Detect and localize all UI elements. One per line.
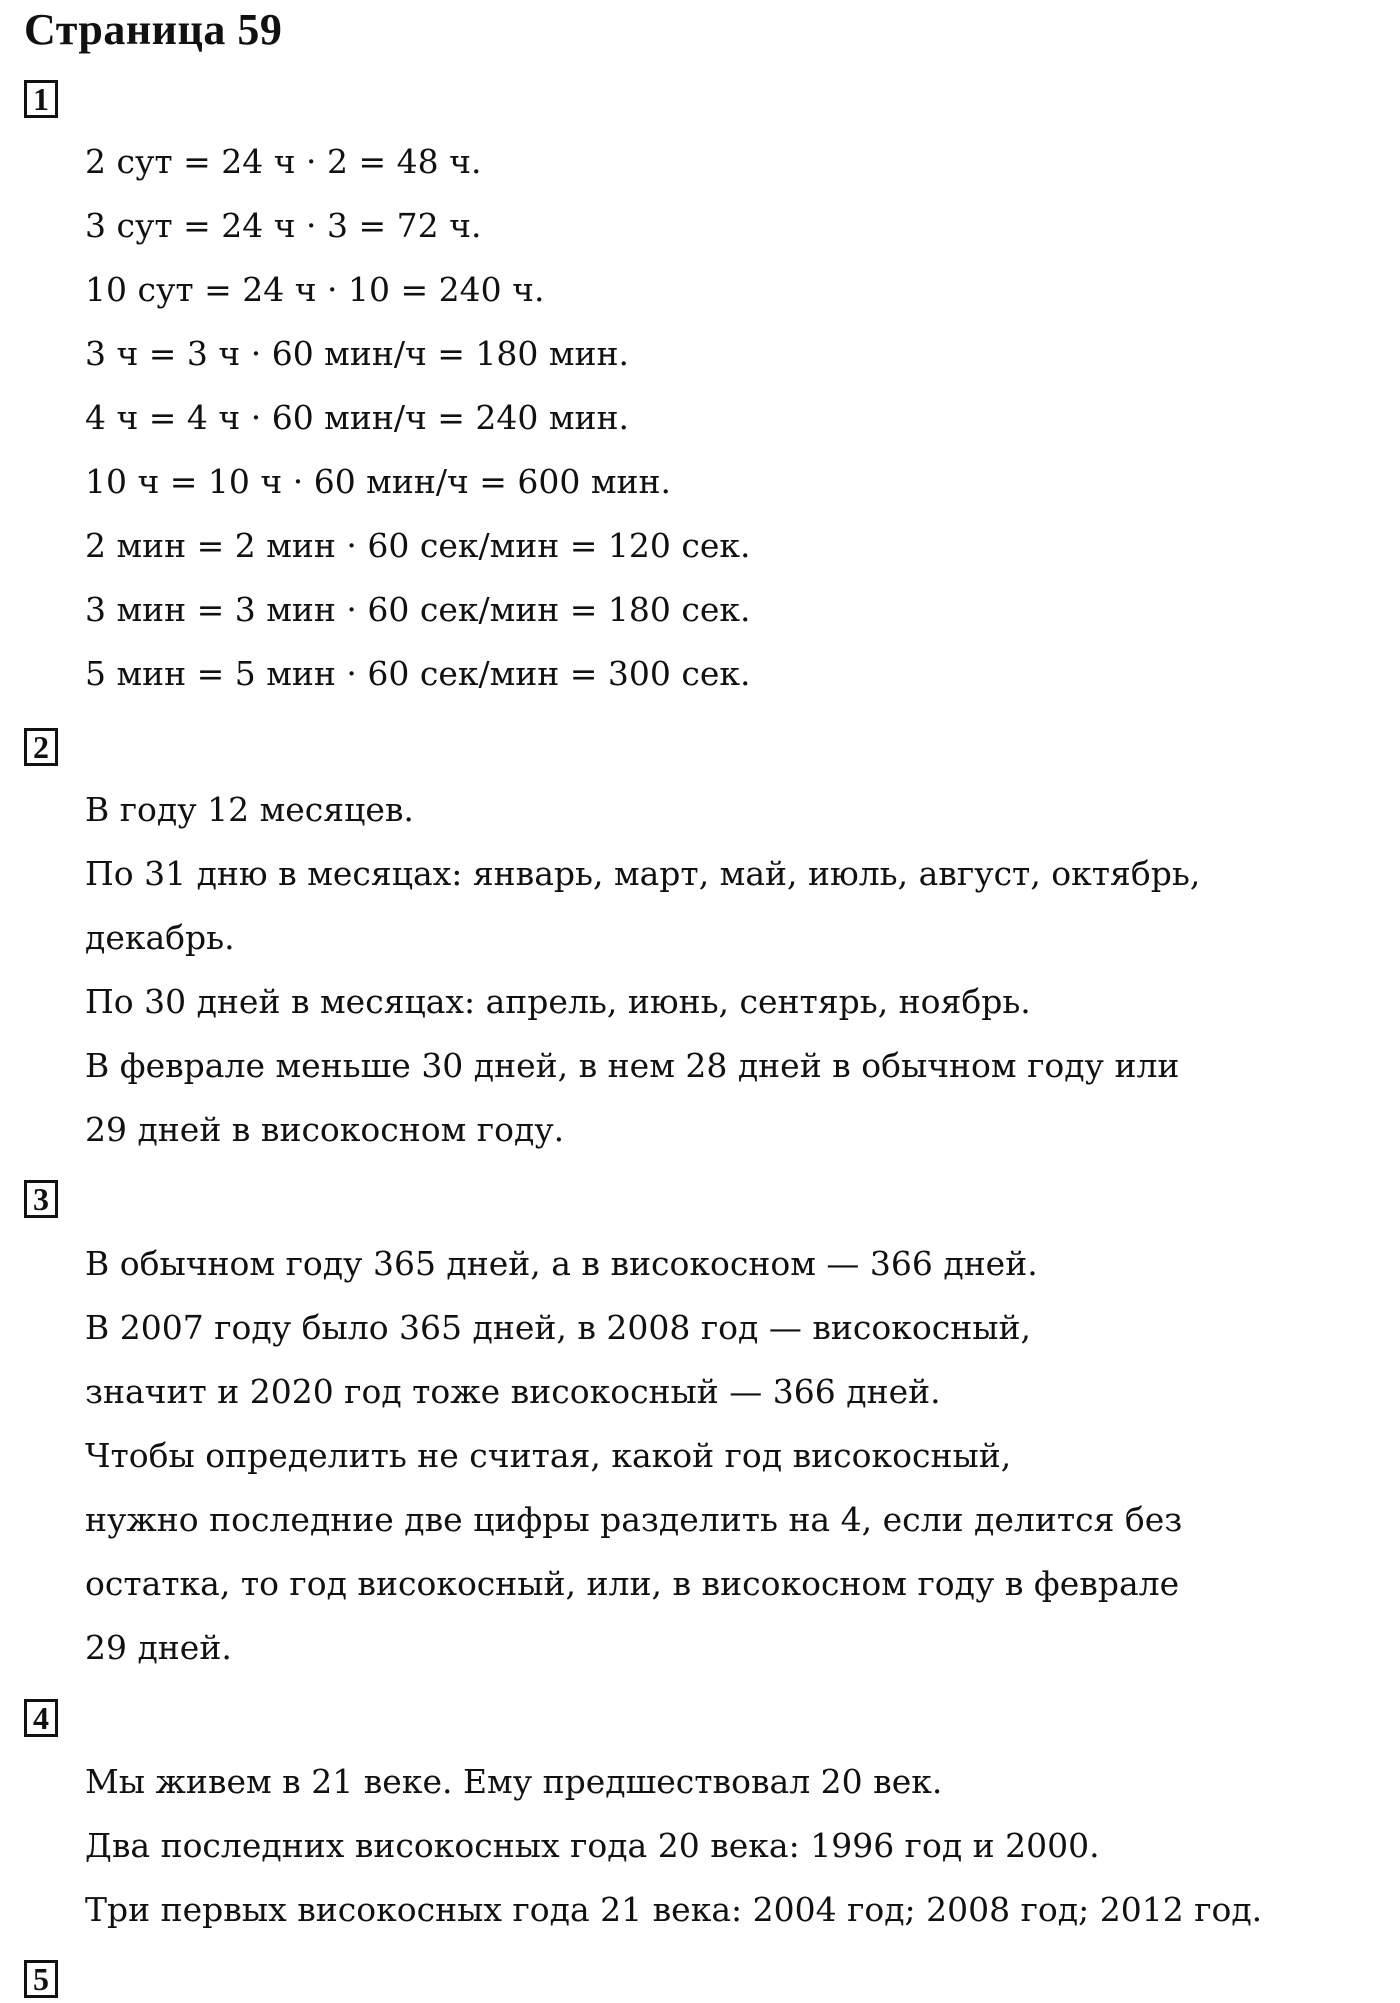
task-2-line: По 30 дней в месяцах: апрель, июнь, сентярь, ноябрь. (85, 982, 1031, 1021)
task-3-line: В 2007 году было 365 дней, в 2008 год — високосный, (85, 1308, 1031, 1347)
task-number-3: 3 (24, 1180, 58, 1218)
task-3-line: 29 дней. (85, 1628, 232, 1667)
task-3-line: остатка, то год високосный, или, в високосном году в феврале (85, 1564, 1180, 1603)
task-1-line: 3 сут = 24 ч · 3 = 72 ч. (85, 206, 482, 245)
task-1-line: 3 мин = 3 мин · 60 сек/мин = 180 сек. (85, 590, 751, 629)
task-4-line: Три первых високосных года 21 века: 2004 год; 2008 год; 2012 год. (85, 1890, 1263, 1929)
task-1-line: 3 ч = 3 ч · 60 мин/ч = 180 мин. (85, 334, 630, 373)
task-4-line: Мы живем в 21 веке. Ему предшествовал 20 век. (85, 1762, 943, 1801)
task-1-line: 2 сут = 24 ч · 2 = 48 ч. (85, 142, 482, 181)
page-title: Страница 59 (24, 5, 283, 54)
task-2-line: декабрь. (85, 918, 235, 957)
task-number-5: 5 (24, 1960, 58, 1998)
task-4-line: Два последних високосных года 20 века: 1996 год и 2000. (85, 1826, 1100, 1865)
task-1-line: 2 мин = 2 мин · 60 сек/мин = 120 сек. (85, 526, 751, 565)
task-1-line: 5 мин = 5 мин · 60 сек/мин = 300 сек. (85, 654, 751, 693)
task-3-line: значит и 2020 год тоже високосный — 366 дней. (85, 1372, 941, 1411)
task-1-line: 10 сут = 24 ч · 10 = 240 ч. (85, 270, 545, 309)
task-3-line: В обычном году 365 дней, а в високосном — 366 дней. (85, 1244, 1038, 1283)
task-number-2: 2 (24, 728, 58, 766)
task-1-line: 4 ч = 4 ч · 60 мин/ч = 240 мин. (85, 398, 630, 437)
task-2-line: 29 дней в високосном году. (85, 1110, 565, 1149)
task-3-line: Чтобы определить не считая, какой год високосный, (85, 1436, 1012, 1475)
task-number-4: 4 (24, 1699, 58, 1737)
task-2-line: В году 12 месяцев. (85, 790, 414, 829)
task-2-line: По 31 дню в месяцах: январь, март, май, июль, август, октябрь, (85, 854, 1201, 893)
task-number-1: 1 (24, 80, 58, 118)
task-3-line: нужно последние две цифры разделить на 4, если делится без (85, 1500, 1183, 1539)
task-1-line: 10 ч = 10 ч · 60 мин/ч = 600 мин. (85, 462, 672, 501)
task-2-line: В феврале меньше 30 дней, в нем 28 дней в обычном году или (85, 1046, 1180, 1085)
